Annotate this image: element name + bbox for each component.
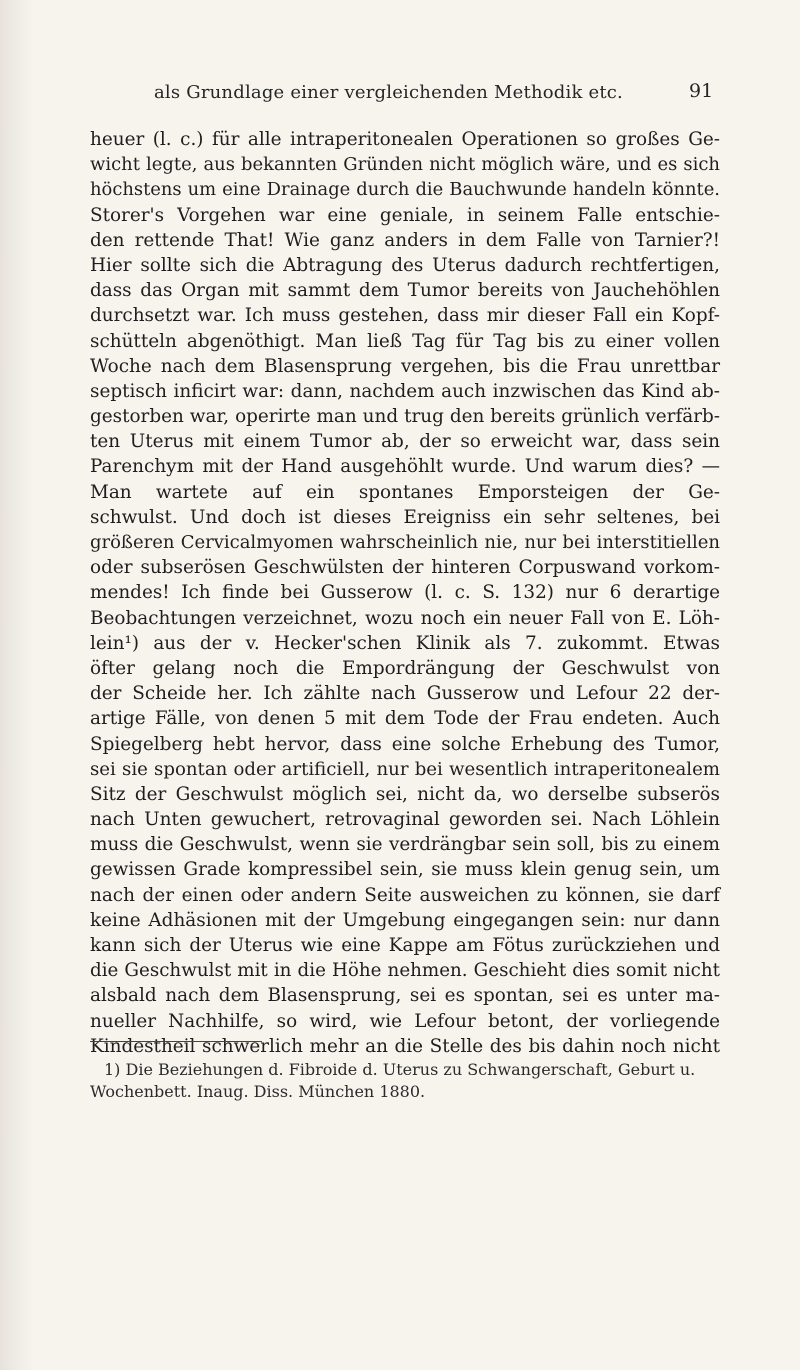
- text-line: oder subserösen Geschwülsten der hinteren Corpuswand vorkom-: [90, 557, 720, 579]
- text-line: Spiegelberg hebt hervor, dass eine solche Erhebung des Tumor,: [90, 733, 720, 755]
- text-line: nach Unten gewuchert, retrovaginal geworden sei. Nach Löhlein: [90, 809, 720, 831]
- text-line: alsbald nach dem Blasensprung, sei es spontan, sei es unter ma-: [90, 985, 720, 1007]
- body-text: [90, 127, 720, 1059]
- text-line: gestorben war, operirte man und trug den bereits grünlich verfärb-: [90, 406, 720, 428]
- text-line: lein¹) aus der v. Hecker'schen Klinik als 7. zukommt. Etwas: [90, 632, 720, 654]
- text-line: die Geschwulst mit in die Höhe nehmen. Geschieht dies somit nicht: [90, 960, 720, 982]
- footnote-divider: [90, 1041, 262, 1042]
- text-line: nueller Nachhilfe, so wird, wie Lefour betont, der vorliegende: [90, 1010, 720, 1032]
- text-line: Beobachtungen verzeichnet, wozu noch ein neuer Fall von E. Löh-: [90, 607, 720, 629]
- text-line: kann sich der Uterus wie eine Kappe am Fötus zurückziehen und: [90, 935, 720, 956]
- footnote-line: Wochenbett. Inaug. Diss. München 1880.: [90, 1082, 426, 1101]
- text-line: nach der einen oder andern Seite ausweichen zu können, sie darf: [90, 884, 720, 906]
- footnote-line: 1) Die Beziehungen d. Fibroide d. Uterus zu Schwangerschaft, Geburt u.: [104, 1060, 696, 1079]
- text-line: den rettende That! Wie ganz anders in dem Falle von Tarnier?!: [90, 229, 720, 251]
- text-line: Parenchym mit der Hand ausgehöhlt wurde. Und warum dies? —: [90, 456, 720, 478]
- text-line: Woche nach dem Blasensprung vergehen, bis die Frau unrettbar: [90, 355, 720, 377]
- text-line: durchsetzt war. Ich muss gestehen, dass mir dieser Fall ein Kopf-: [90, 305, 720, 327]
- text-line: der Scheide her. Ich zählte nach Gusserow und Lefour 22 der-: [90, 683, 720, 705]
- running-title: als Grundlage einer vergleichenden Methodik etc.: [154, 82, 623, 103]
- text-line: wicht legte, aus bekannten Gründen nicht möglich wäre, und es sich: [90, 154, 720, 176]
- text-line: gewissen Grade kompressibel sein, sie muss klein genug sein, um: [90, 859, 720, 881]
- text-line: septisch inficirt war: dann, nachdem auch inzwischen das Kind ab-: [90, 380, 720, 402]
- text-line: Hier sollte sich die Abtragung des Uterus dadurch rechtfertigen,: [90, 254, 720, 276]
- page-number: 91: [689, 80, 714, 102]
- text-line: schwulst. Und doch ist dieses Ereigniss ein sehr seltenes, bei: [90, 506, 720, 528]
- text-line: Man wartete auf ein spontanes Emporsteigen der Ge-: [90, 481, 720, 503]
- text-line: dass das Organ mit sammt dem Tumor bereits von Jauchehöhlen: [90, 280, 720, 302]
- text-line: heuer (l. c.) für alle intraperitonealen Operationen so großes Ge-: [90, 129, 720, 150]
- footnote: [90, 1059, 720, 1103]
- text-line: artige Fälle, von denen 5 mit dem Tode der Frau endeten. Auch: [90, 708, 720, 730]
- text-line: größeren Cervicalmyomen wahrscheinlich nie, nur bei interstitiellen: [90, 532, 720, 553]
- text-line: Kindestheil schwerlich mehr an die Stelle des bis dahin noch nicht: [90, 1035, 720, 1057]
- text-line: öfter gelang noch die Empordrängung der Geschwulst von: [90, 657, 720, 679]
- text-line: höchstens um eine Drainage durch die Bauchwunde handeln könnte.: [90, 179, 720, 201]
- text-line: sei sie spontan oder artificiell, nur bei wesentlich intraperitonealem: [90, 758, 720, 780]
- text-line: muss die Geschwulst, wenn sie verdrängbar sein soll, bis zu einem: [90, 834, 720, 856]
- text-line: keine Adhäsionen mit der Umgebung eingegangen sein: nur dann: [90, 909, 720, 931]
- text-line: schütteln abgenöthigt. Man ließ Tag für Tag bis zu einer vollen: [90, 330, 720, 352]
- text-line: mendes! Ich finde bei Gusserow (l. c. S. 132) nur 6 derartige: [90, 582, 720, 604]
- text-line: Storer's Vorgehen war eine geniale, in seinem Falle entschie-: [90, 204, 720, 226]
- text-line: ten Uterus mit einem Tumor ab, der so erweicht war, dass sein: [90, 431, 720, 453]
- text-line: Sitz der Geschwulst möglich sei, nicht da, wo derselbe subserös: [90, 783, 720, 805]
